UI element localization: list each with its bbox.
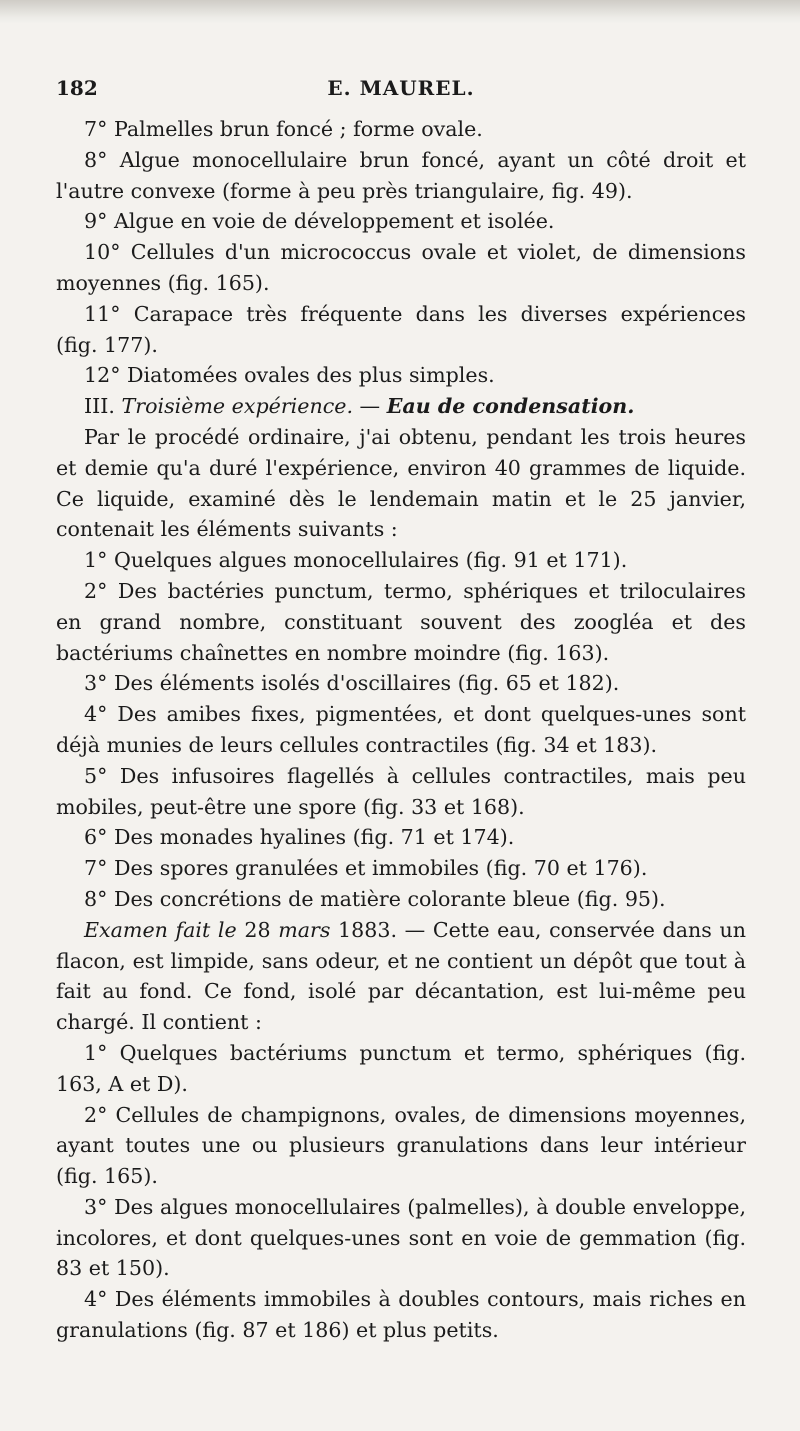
page-body	[56, 114, 746, 1346]
list-item: 4° Des amibes fixes, pigmentées, et dont quelques-unes sont déjà munies de leurs cellules contractiles (fig. 34 et 183).	[56, 702, 746, 757]
list-item: 5° Des infusoires flagellés à cellules contractiles, mais peu mobiles, peut-être une spore (fig. 33 et 168).	[56, 763, 746, 819]
running-head: E. MAUREL.	[327, 76, 475, 100]
exam-lead: Examen fait le	[84, 917, 237, 942]
list-item: 2° Des bactéries punctum, termo, sphériques et triloculaires en grand nombre, constituant souvent des zoogléa et des bactériums chaînettes en nombre moindre (fig. 163).	[56, 578, 746, 665]
section-dash: —	[353, 394, 387, 419]
list-item: 8° Algue monocellulaire brun foncé, ayant un côté droit et l'autre convexe (forme à peu près triangulaire, fig. 49).	[56, 147, 746, 203]
page-number: 182	[56, 76, 98, 100]
list-item: 3° Des algues monocellulaires (palmelles), à double enveloppe, incolores, et dont quelques-unes sont en voie de gemmation (fig. 83 et 150).	[56, 1194, 746, 1281]
exam-paragraph	[56, 915, 746, 1038]
exam-month: mars	[278, 917, 331, 942]
intro-paragraph: Par le procédé ordinaire, j'ai obtenu, pendant les trois heures et demie qu'a duré l'expérience, environ 40 grammes de liquide. Ce liquide, examiné dès le lendemain matin et le 25 janvier, contenait les éléments suivants :	[56, 424, 746, 542]
section-title: Troisième expérience.	[121, 394, 353, 419]
list-item: 9° Algue en voie de développement et isolée.	[84, 209, 555, 234]
list-item: 3° Des éléments isolés d'oscillaires (fig. 65 et 182).	[84, 671, 620, 696]
exam-text: 1883. — Cette eau, conservée dans un flacon, est limpide, sans odeur, et ne contient un dépôt que tout à fait au fond. Ce fond, isolé par décantation, est lui-même peu chargé. Il contient :	[56, 917, 746, 1035]
section-number: III.	[84, 394, 115, 419]
list-item: 1° Quelques bactériums punctum et termo, sphériques (fig. 163, A et D).	[56, 1040, 746, 1096]
list-item: 7° Des spores granulées et immobiles (fig. 70 et 176).	[84, 856, 648, 881]
list-item: 2° Cellules de champignons, ovales, de dimensions moyennes, ayant toutes une ou plusieurs granulations dans leur intérieur (fig. 165).	[56, 1102, 746, 1189]
list-item: 7° Palmelles brun foncé ; forme ovale.	[84, 117, 483, 141]
page-header	[56, 76, 746, 106]
scan-edge-shadow	[0, 0, 800, 24]
section-subtitle: Eau de condensation.	[386, 394, 635, 419]
list-item: 6° Des monades hyalines (fig. 71 et 174).	[84, 825, 515, 850]
list-item: 8° Des concrétions de matière colorante bleue (fig. 95).	[84, 886, 666, 911]
list-item: 1° Quelques algues monocellulaires (fig. 91 et 171).	[84, 548, 628, 573]
list-item: 10° Cellules d'un micrococcus ovale et violet, de dimensions moyennes (fig. 165).	[56, 240, 746, 295]
list-item: 12° Diatomées ovales des plus simples.	[84, 363, 495, 388]
section-heading	[56, 391, 746, 422]
exam-date: 28	[236, 917, 279, 942]
list-item: 4° Des éléments immobiles à doubles contours, mais riches en granulations (fig. 87 et 186) et plus petits.	[56, 1287, 746, 1343]
list-item: 11° Carapace très fréquente dans les diverses expériences (fig. 177).	[56, 301, 746, 357]
